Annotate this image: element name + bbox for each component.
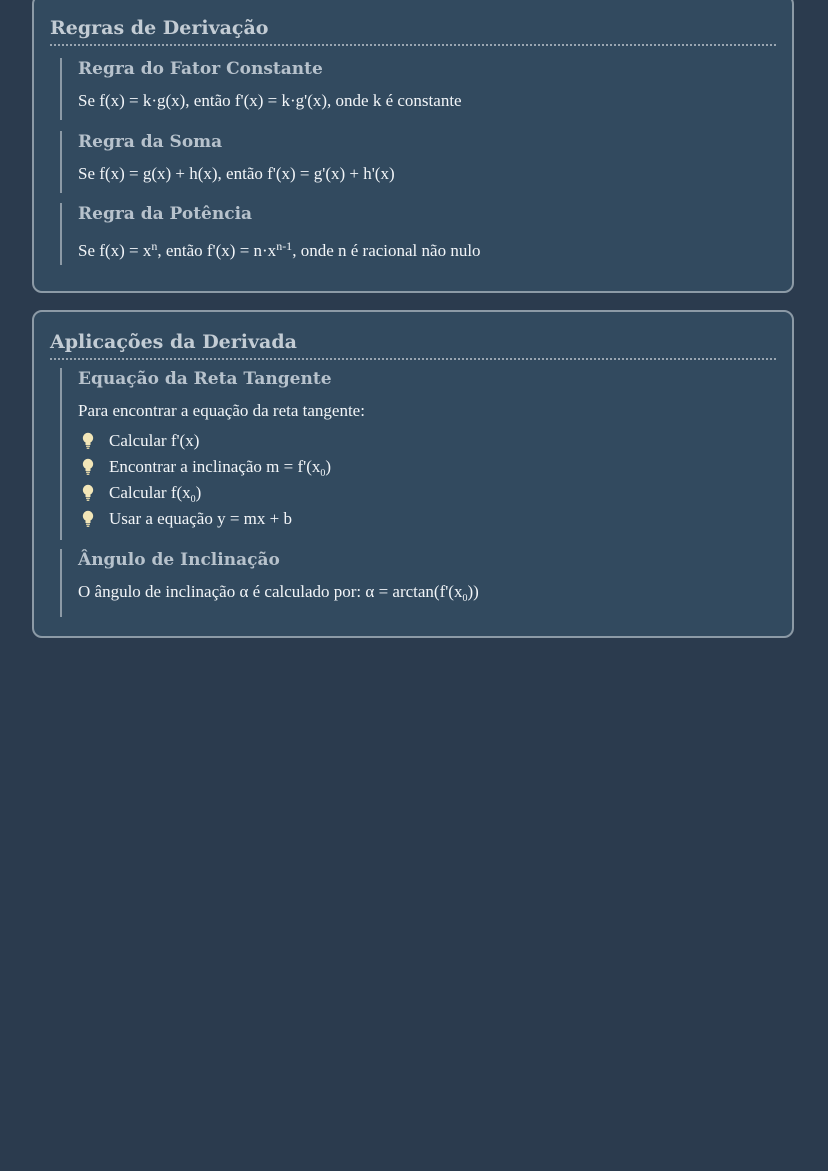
list-item — [78, 430, 778, 456]
subscript: 0 — [462, 593, 468, 604]
section-title: Regra da Potência — [78, 204, 253, 224]
lightbulb-icon — [81, 458, 95, 476]
card-title: Aplicações da Derivada — [50, 330, 776, 360]
lightbulb-icon — [81, 484, 95, 502]
section-text — [78, 235, 778, 262]
bullet-text: Encontrar a inclinação m = f'(x — [109, 457, 321, 476]
lightbulb-icon — [81, 510, 95, 528]
card-derivative-applications — [32, 310, 794, 638]
section-text: Se f(x) = k·g(x), então f'(x) = k·g'(x), onde k é constante — [78, 91, 462, 110]
section-title: Regra do Fator Constante — [78, 59, 323, 79]
section-title: Equação da Reta Tangente — [78, 369, 332, 389]
section-tangent-line-equation — [60, 368, 778, 540]
bullet-text: Calcular f(x — [109, 483, 191, 502]
section-title: Regra da Soma — [78, 132, 223, 152]
text-fragment: )) — [467, 582, 479, 601]
text-fragment: O ângulo de inclinação α é calculado por: α = arctan(f'(x — [78, 582, 463, 601]
exponent: n — [151, 239, 158, 253]
text-fragment: , então f'(x) = n·x — [157, 241, 277, 260]
text-fragment: Se f(x) = x — [78, 241, 152, 260]
section-power-rule — [60, 203, 778, 265]
section-inclination-angle — [60, 549, 778, 617]
section-constant-factor-rule — [60, 58, 778, 120]
text-fragment: , onde n é racional não nulo — [292, 241, 481, 260]
section-text: Para encontrar a equação da reta tangente: — [78, 401, 365, 420]
bullet-text: ) — [195, 483, 202, 502]
subscript: 0 — [190, 494, 196, 505]
section-text — [78, 581, 778, 610]
list-item — [78, 456, 778, 482]
bullet-list — [78, 430, 778, 534]
section-title: Ângulo de Inclinação — [78, 550, 280, 570]
lightbulb-icon — [81, 432, 95, 450]
bullet-text: ) — [325, 457, 332, 476]
card-title: Regras de Derivação — [50, 16, 776, 46]
list-item — [78, 508, 778, 534]
card-derivation-rules — [32, 0, 794, 293]
list-item — [78, 482, 778, 508]
bullet-text: Usar a equação y = mx + b — [109, 509, 292, 528]
section-sum-rule — [60, 131, 778, 193]
bullet-text: Calcular f'(x) — [109, 431, 200, 450]
section-text: Se f(x) = g(x) + h(x), então f'(x) = g'(x) + h'(x) — [78, 164, 395, 183]
subscript: 0 — [320, 468, 326, 479]
exponent: n-1 — [276, 239, 293, 253]
